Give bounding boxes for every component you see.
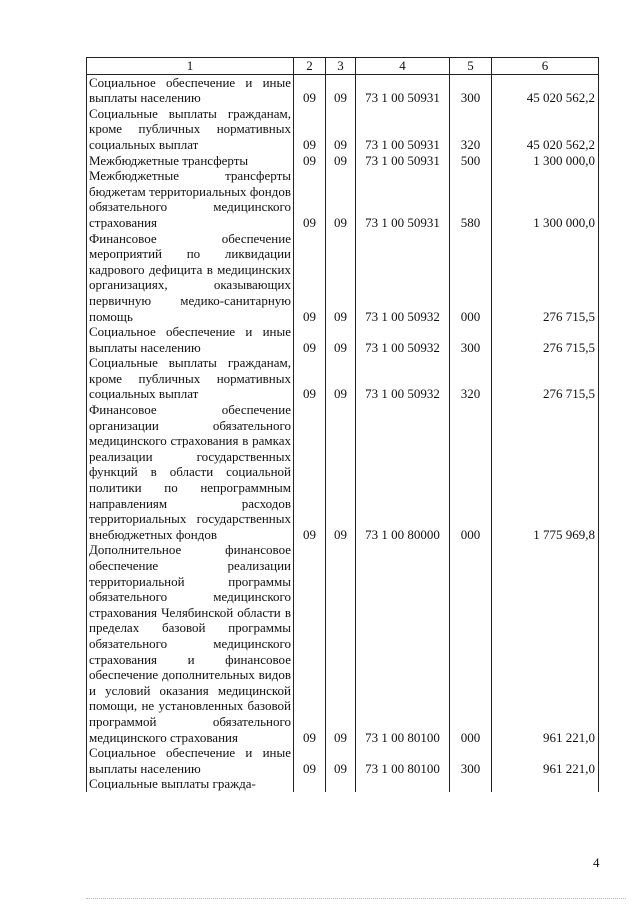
row-value-cell: 1 300 000,0: [492, 168, 599, 230]
row-value-cell: 1 775 969,8: [492, 402, 599, 542]
row-name-cell: Дополнительное финансовое обеспечение реализации территориальной программы обязательного медицинского страхования Челябинской области в пределах базовой программы обязательного медицинского страхования и финансовое обеспечение дополнительных видов и условий оказания медицинской помощи, не установленных базовой программой обязательного медицинского страхования: [87, 542, 294, 745]
row-value-cell: 73 1 00 50931: [356, 153, 450, 169]
footer-divider: [86, 898, 626, 902]
table-row: [87, 542, 599, 745]
row-value-cell: 09: [326, 745, 356, 776]
row-value-cell: 73 1 00 50932: [356, 231, 450, 325]
row-value-cell: 300: [450, 324, 492, 355]
row-name-cell: Социальное обеспечение и иные выплаты населению: [87, 324, 294, 355]
row-name-cell: Финансовое обеспечение организации обязательного медицинского страхования в рамках реализации государственных функций в области социальной политики по непрограммным направлениям расходов территориальных государственных внебюджетных фондов: [87, 402, 294, 542]
row-value-cell: 45 020 562,2: [492, 106, 599, 153]
row-value-cell: 09: [326, 153, 356, 169]
row-value-cell: 09: [326, 106, 356, 153]
row-name-cell: Социальное обеспечение и иные выплаты населению: [87, 745, 294, 776]
row-value-cell: [294, 776, 326, 792]
table-row: [87, 776, 599, 792]
row-name-cell: Социальные выплаты гражданам, кроме публичных нормативных социальных выплат: [87, 106, 294, 153]
row-value-cell: 73 1 00 50931: [356, 168, 450, 230]
page-number: 4: [593, 855, 600, 870]
row-value-cell: 09: [294, 324, 326, 355]
row-value-cell: 73 1 00 50932: [356, 355, 450, 402]
row-value-cell: 73 1 00 80000: [356, 402, 450, 542]
row-value-cell: 09: [326, 355, 356, 402]
row-value-cell: 45 020 562,2: [492, 74, 599, 106]
row-value-cell: 09: [326, 324, 356, 355]
row-value-cell: 09: [326, 542, 356, 745]
row-value-cell: 09: [294, 402, 326, 542]
table-row: [87, 106, 599, 153]
row-value-cell: 000: [450, 231, 492, 325]
row-value-cell: [326, 776, 356, 792]
row-value-cell: 09: [326, 74, 356, 106]
row-value-cell: 73 1 00 80100: [356, 745, 450, 776]
row-value-cell: 320: [450, 355, 492, 402]
row-value-cell: 580: [450, 168, 492, 230]
column-header: 5: [450, 58, 492, 75]
row-value-cell: 09: [294, 168, 326, 230]
row-value-cell: 09: [294, 745, 326, 776]
row-value-cell: 73 1 00 50931: [356, 74, 450, 106]
row-value-cell: 09: [294, 231, 326, 325]
row-value-cell: 276 715,5: [492, 231, 599, 325]
row-value-cell: 09: [294, 106, 326, 153]
row-value-cell: 000: [450, 542, 492, 745]
column-header: 6: [492, 58, 599, 75]
row-value-cell: 73 1 00 80100: [356, 542, 450, 745]
row-value-cell: 961 221,0: [492, 745, 599, 776]
row-value-cell: 276 715,5: [492, 324, 599, 355]
row-value-cell: 320: [450, 106, 492, 153]
table-row: [87, 355, 599, 402]
row-value-cell: 1 300 000,0: [492, 153, 599, 169]
column-header: 1: [87, 58, 294, 75]
row-value-cell: 09: [294, 355, 326, 402]
table-row: [87, 168, 599, 230]
row-value-cell: 09: [294, 153, 326, 169]
row-name-cell: Межбюджетные трансферты: [87, 153, 294, 169]
row-value-cell: 09: [326, 231, 356, 325]
row-value-cell: [492, 776, 599, 792]
table-row: [87, 74, 599, 106]
column-header: 3: [326, 58, 356, 75]
row-name-cell: Межбюджетные трансферты бюджетам территориальных фондов обязательного медицинского страхования: [87, 168, 294, 230]
table-body: [87, 74, 599, 792]
row-value-cell: 73 1 00 50932: [356, 324, 450, 355]
column-header: 2: [294, 58, 326, 75]
row-name-cell: Финансовое обеспечение мероприятий по ликвидации кадрового дефицита в медицинских организациях, оказывающих первичную медико-санитарную помощь: [87, 231, 294, 325]
row-value-cell: 09: [294, 74, 326, 106]
table-row: [87, 324, 599, 355]
table-row: [87, 231, 599, 325]
table-row: [87, 153, 599, 169]
row-name-cell: Социальные выплаты гражданам, кроме публичных нормативных социальных выплат: [87, 355, 294, 402]
table-row: [87, 402, 599, 542]
row-value-cell: [356, 776, 450, 792]
row-name-cell: Социальное обеспечение и иные выплаты населению: [87, 74, 294, 106]
row-value-cell: 000: [450, 402, 492, 542]
row-value-cell: 961 221,0: [492, 542, 599, 745]
row-value-cell: [450, 776, 492, 792]
row-value-cell: 09: [326, 168, 356, 230]
row-value-cell: 73 1 00 50931: [356, 106, 450, 153]
row-value-cell: 300: [450, 74, 492, 106]
table-header: [87, 58, 599, 75]
budget-table: [86, 57, 599, 792]
row-value-cell: 300: [450, 745, 492, 776]
row-value-cell: 500: [450, 153, 492, 169]
row-name-cell: Социальные выплаты гражда-: [87, 776, 294, 792]
table-row: [87, 745, 599, 776]
row-value-cell: 09: [294, 542, 326, 745]
column-header: 4: [356, 58, 450, 75]
row-value-cell: 276 715,5: [492, 355, 599, 402]
row-value-cell: 09: [326, 402, 356, 542]
